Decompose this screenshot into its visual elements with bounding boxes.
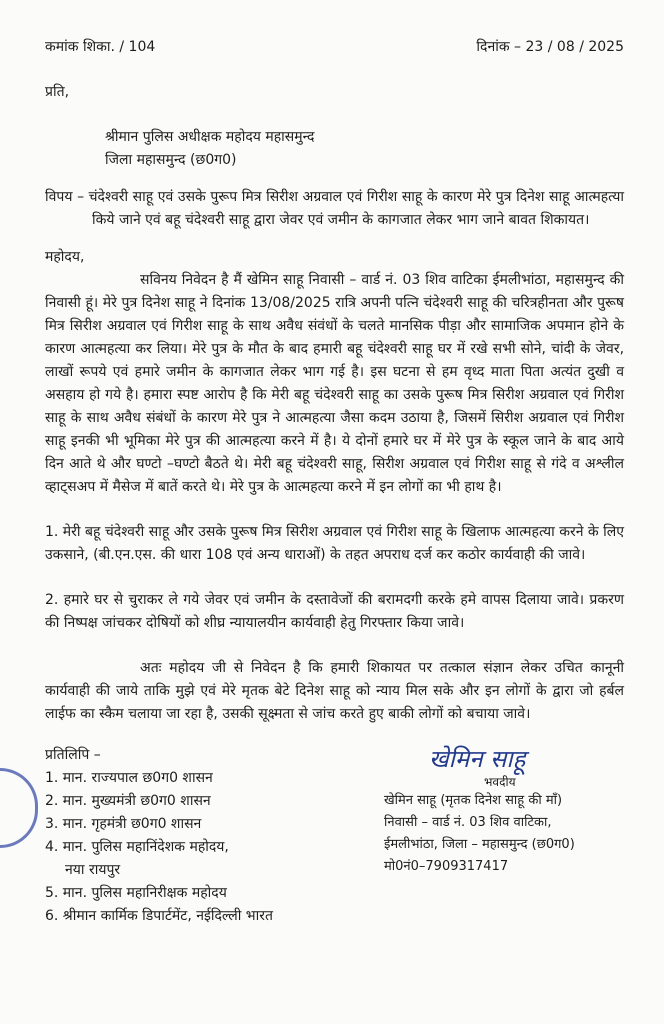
body-line: साथ अवैध संवंधों के चलते मानसिक पीड़ा और सामाजिक अपमान होने के कारण आत्महत्या [45, 318, 624, 357]
body-line: ईमलीभांठा, महासमुन्द की निवासी हूं। मेरे पुत्र दिनेश साहू ने दिनांक 13/08/2025 रात्रि [45, 272, 624, 311]
copy-to-item: 6. श्रीमान कार्मिक डिपार्टमेंट, नईदिल्ली भारत [45, 908, 273, 924]
body-line: इन लोगों का भी हाथ है। [379, 479, 502, 495]
body-line: सविनय निवेदन है मैं खेमिन साहू निवासी – वार्ड नं. 03 शिव वाटिका [140, 272, 488, 288]
letter-header [45, 36, 624, 59]
sender-line: मो0नं0–7909317417 [384, 859, 509, 874]
body-line: मेरे पुत्र की आत्महत्या करने में है। ये दोनों हमारे घर में मेरे पुत्र के स्कूल जाने के बाद आये [165, 433, 624, 449]
salutation-to: प्रति, [45, 84, 70, 100]
point1-line: तहत अपराध दर्ज कर कठोर कार्यवाही की जावे। [345, 547, 586, 563]
letter [45, 36, 624, 928]
copy-to-item: 4. मान. पुलिस महानिंदेशक महोदय, [45, 839, 229, 855]
sender-line: निवासी – वार्ड नं. 03 शिव वाटिका, [384, 815, 552, 830]
point2-line: 2. हमारे घर से चुराकर ले गये जेवर एवं जमीन के दस्तावेजों की बरामदगी करके हमे [45, 592, 477, 608]
point1-line: खिलाफ आत्महत्या करने के लिए उकसाने, (बी.एन.एस. की धारा 108 एवं अन्य धाराओं) के [45, 524, 625, 563]
body-line: अपनी पत्नि चंदेश्वरी साहू की चरित्रहीनता और पुरूष मित्र सिरीश अग्रवाल एवं गिरीश साहू के [45, 295, 625, 334]
closing-line: उचित कानूनी कार्यवाही की जाये ताकि मुझे एवं मेरे मृतक बेटे दिनेश साहू को न्याय मिल सके [45, 660, 624, 699]
closing-line: करते हुए बाकी लोगों को बचाया जावे। [339, 706, 531, 722]
subject-line: पुत्र दिनेश साहू आत्महत्या किये जाने एवं बहू चंदेश्वरी साहू द्वारा जेवर एवं जमीन के [92, 189, 624, 228]
point2-line: वापस दिलाया जावे। प्रकरण की निष्पक्ष जांचकर दोषियों को शीघ्र न्यायालयीन कार्यवाही हेतु [45, 592, 624, 631]
letter-footer [45, 744, 624, 928]
body-paragraph [45, 269, 624, 499]
closing-line: अतः महोदय जी से निवेदन है कि हमारी शिकायत पर तत्काल संज्ञान लेकर [140, 660, 547, 676]
addressee [45, 126, 624, 172]
copy-to-item: 2. मान. मुख्यमंत्री छ0ग0 शासन [45, 793, 211, 809]
body-line: साहू से गंदे व अश्लील व्हाट्सअप में मैसेज में बातें करते थे। मेरे पुत्र के आत्महत्या करने में [45, 456, 624, 495]
copy-to-list [45, 744, 345, 928]
letter-date: दिनांक – 23 / 08 / 2025 [476, 39, 624, 55]
sender-line: खेमिन साहू (मृतक दिनेश साहू की माँ) [384, 793, 563, 808]
sender-line: ईमलीभांठा, जिला – महासमुन्द (छ0ग0) [384, 837, 575, 852]
copy-to-item: 5. मान. पुलिस महानिरीक्षक महोदय [45, 885, 227, 901]
point2-line: गिरफ्तार किया जावे। [360, 615, 465, 631]
greeting: महोदय, [45, 249, 85, 265]
addressee-line: श्रीमान पुलिस अधीक्षक महोदय महासमुन्द [105, 129, 315, 145]
valediction: भवदीय [484, 775, 516, 789]
request-point-2 [45, 589, 624, 635]
addressee-line: जिला महासमुन्द (छ0ग0) [105, 152, 237, 168]
subject-line: विपय – चंदेश्वरी साहू एवं उसके पुरूप मित्र सिरीश अग्रवाल एवं गिरीश साहू के कारण मेरे [45, 189, 492, 205]
subject [45, 186, 624, 232]
body-line: माता पिता अत्यंत दुखी व असहाय हो गये है। हमारा स्पष्ट आरोप है कि मेरी बहू चंदेश्वरी साहू [45, 364, 624, 403]
body-line: जेवर, लाखों रूपये एवं हमारे जमीन के कागजात लेकर भाग गई है। इस घटना से हम वृध्द [45, 341, 625, 380]
body-line: दिन आते थे और घण्टो –घण्टो बैठते थे। मेरी बहू चंदेश्वरी साहू, सिरीश अग्रवाल एवं गिरीश [45, 456, 506, 472]
sender-details [384, 744, 624, 928]
body-line: ने आत्महत्या जैसा कदम उठाया है, जिसमें सिरीश अग्रवाल एवं गिरीश साहू इनकी भी भूमिका [45, 410, 624, 449]
closing-line: और इन लोगों के द्वारा जो हर्बल लाईफ का स्कैम चलाया जा रहा है, उसकी सूक्ष्मता से जांच [45, 683, 625, 722]
copy-to-item: 1. मान. राज्यपाल छ0ग0 शासन [45, 770, 213, 786]
reference-number: कमांक शिका. / 104 [45, 39, 156, 55]
body-line: कर लिया। मेरे पुत्र के मौत के बाद हमारी बहू चंदेश्वरी साहू घर में रखे सभी सोने, चांदी के [135, 341, 591, 357]
official-stamp [0, 768, 38, 848]
subject-line: कागजात लेकर भाग जाने बावत शिकायत। [377, 212, 590, 228]
copy-to-label: प्रतिलिपि – [45, 747, 101, 763]
closing-paragraph [45, 657, 624, 726]
body-line: का उसके पुरूष मित्र सिरीश अग्रवाल एवं गिरीश साहू के साथ अवैध संबंधों के कारण मेरे पुत्र [45, 387, 624, 426]
request-point-1 [45, 521, 624, 567]
copy-to-item: 3. मान. गृहमंत्री छ0ग0 शासन [45, 816, 202, 832]
point1-line: 1. मेरी बहू चंदेश्वरी साहू और उसके पुरूष मित्र सिरीश अग्रवाल एवं गिरीश साहू के [45, 524, 458, 540]
signature-image: खेमिन साहू [429, 745, 526, 773]
copy-to-item: नया रायपुर [65, 862, 121, 878]
